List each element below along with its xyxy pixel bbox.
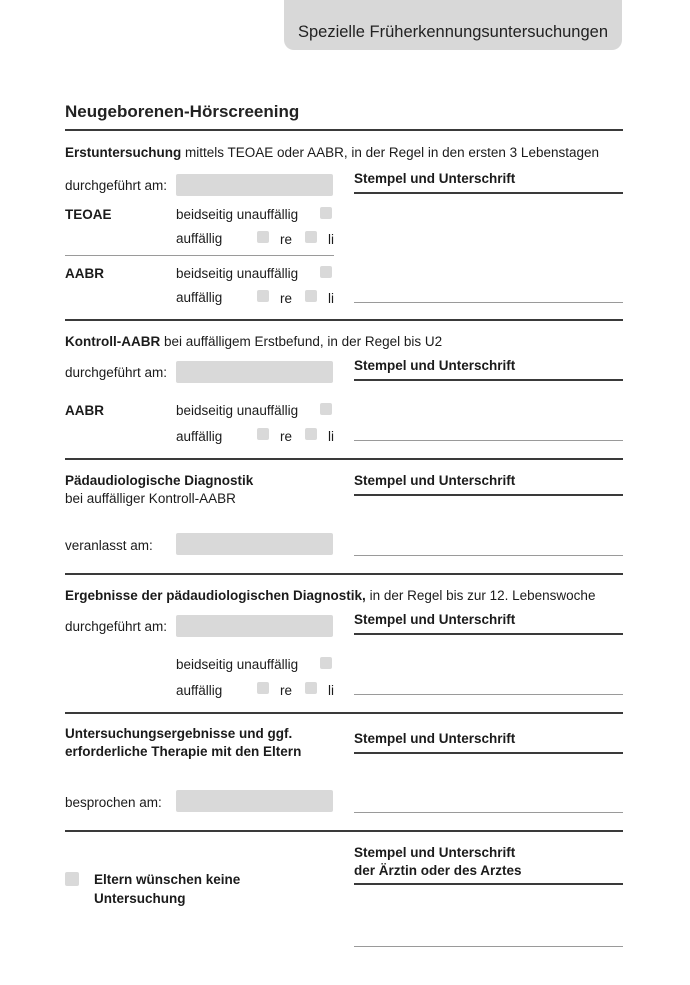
stamp-label: Stempel und Unterschrift <box>354 612 516 627</box>
abnormal-label: auffällig <box>176 429 223 444</box>
section-subheading-paedaudiologie: bei auffälliger Kontroll-AABR <box>65 491 236 506</box>
bilateral-normal-label: beidseitig unauffällig <box>176 403 299 418</box>
teoae-left-checkbox[interactable] <box>305 231 317 243</box>
teoae-bilateral-normal-checkbox[interactable] <box>320 207 332 219</box>
left-label: li <box>328 683 334 698</box>
signature-line <box>354 812 623 813</box>
stamp-rule <box>354 752 623 754</box>
aabr-right-checkbox[interactable] <box>257 290 269 302</box>
label-durchgefuehrt: durchgeführt am: <box>65 365 168 380</box>
section-heading-eltern-besprechung: Untersuchungsergebnisse und ggf. <box>65 726 293 741</box>
aabr-label: AABR <box>65 266 104 281</box>
section-rule <box>65 712 623 714</box>
signature-line <box>354 946 623 947</box>
stamp-label: Stempel und Unterschrift <box>354 731 516 746</box>
left-label: li <box>328 429 334 444</box>
abnormal-label: auffällig <box>176 231 223 246</box>
aabr-label: AABR <box>65 403 104 418</box>
bilateral-normal-label: beidseitig unauffällig <box>176 266 299 281</box>
right-label: re <box>280 232 293 247</box>
kontroll-right-checkbox[interactable] <box>257 428 269 440</box>
aabr-left-checkbox[interactable] <box>305 290 317 302</box>
section-rule <box>65 319 623 321</box>
aabr-bilateral-normal-checkbox[interactable] <box>320 266 332 278</box>
ergebnis-right-checkbox[interactable] <box>257 682 269 694</box>
teoae-right-checkbox[interactable] <box>257 231 269 243</box>
parents-decline-label: Eltern wünschen keine <box>94 872 241 887</box>
section-rule <box>65 573 623 575</box>
label-durchgefuehrt: durchgeführt am: <box>65 619 168 634</box>
label-durchgefuehrt: durchgeführt am: <box>65 178 168 193</box>
left-label: li <box>328 291 334 306</box>
signature-line <box>354 302 623 303</box>
left-label: li <box>328 232 334 247</box>
page-title: Neugeborenen-Hörscreening <box>65 102 300 121</box>
ergebnis-bilateral-normal-checkbox[interactable] <box>320 657 332 669</box>
stamp-label: Stempel und Unterschrift <box>354 358 516 373</box>
date-field-veranlasst[interactable] <box>176 533 333 555</box>
signature-line <box>354 555 623 556</box>
parents-decline-label-line2: Untersuchung <box>94 891 186 906</box>
section-rule <box>65 458 623 460</box>
abnormal-label: auffällig <box>176 683 223 698</box>
right-label: re <box>280 683 293 698</box>
section-heading-erstuntersuchung: Erstuntersuchung mittels TEOAE oder AABR, in der Regel in den ersten 3 Lebenstagen <box>65 145 600 160</box>
stamp-label-physician: Stempel und Unterschrift <box>354 845 516 860</box>
date-field-kontroll-aabr[interactable] <box>176 361 333 383</box>
section-heading-paedaudiologie: Pädaudiologische Diagnostik <box>65 473 254 488</box>
date-field-erstuntersuchung[interactable] <box>176 174 333 196</box>
right-label: re <box>280 429 293 444</box>
section-rule <box>65 830 623 832</box>
chapter-tab: Spezielle Früherkennungsuntersuchungen <box>284 0 622 50</box>
stamp-label: Stempel und Unterschrift <box>354 171 516 186</box>
title-rule <box>65 129 623 131</box>
stamp-label-physician-line2: der Ärztin oder des Arztes <box>354 863 522 878</box>
label-besprochen: besprochen am: <box>65 795 162 810</box>
divider <box>65 255 334 256</box>
section-heading-ergebnisse: Ergebnisse der pädaudiologischen Diagnostik, in der Regel bis zur 12. Lebenswoche <box>65 588 596 603</box>
section-heading-eltern-besprechung-line2: erforderliche Therapie mit den Eltern <box>65 744 302 759</box>
stamp-rule <box>354 379 623 381</box>
bilateral-normal-label: beidseitig unauffällig <box>176 657 299 672</box>
date-field-besprochen[interactable] <box>176 790 333 812</box>
signature-line <box>354 694 623 695</box>
abnormal-label: auffällig <box>176 290 223 305</box>
stamp-rule <box>354 883 623 885</box>
date-field-ergebnisse[interactable] <box>176 615 333 637</box>
stamp-rule <box>354 633 623 635</box>
parents-decline-checkbox[interactable] <box>65 872 79 886</box>
stamp-rule <box>354 192 623 194</box>
section-heading-kontroll-aabr: Kontroll-AABR bei auffälligem Erstbefund, in der Regel bis U2 <box>65 334 443 349</box>
right-label: re <box>280 291 293 306</box>
teoae-label: TEOAE <box>65 207 112 222</box>
kontroll-left-checkbox[interactable] <box>305 428 317 440</box>
kontroll-bilateral-normal-checkbox[interactable] <box>320 403 332 415</box>
label-veranlasst: veranlasst am: <box>65 538 153 553</box>
signature-line <box>354 440 623 441</box>
ergebnis-left-checkbox[interactable] <box>305 682 317 694</box>
stamp-rule <box>354 494 623 496</box>
stamp-label: Stempel und Unterschrift <box>354 473 516 488</box>
bilateral-normal-label: beidseitig unauffällig <box>176 207 299 222</box>
